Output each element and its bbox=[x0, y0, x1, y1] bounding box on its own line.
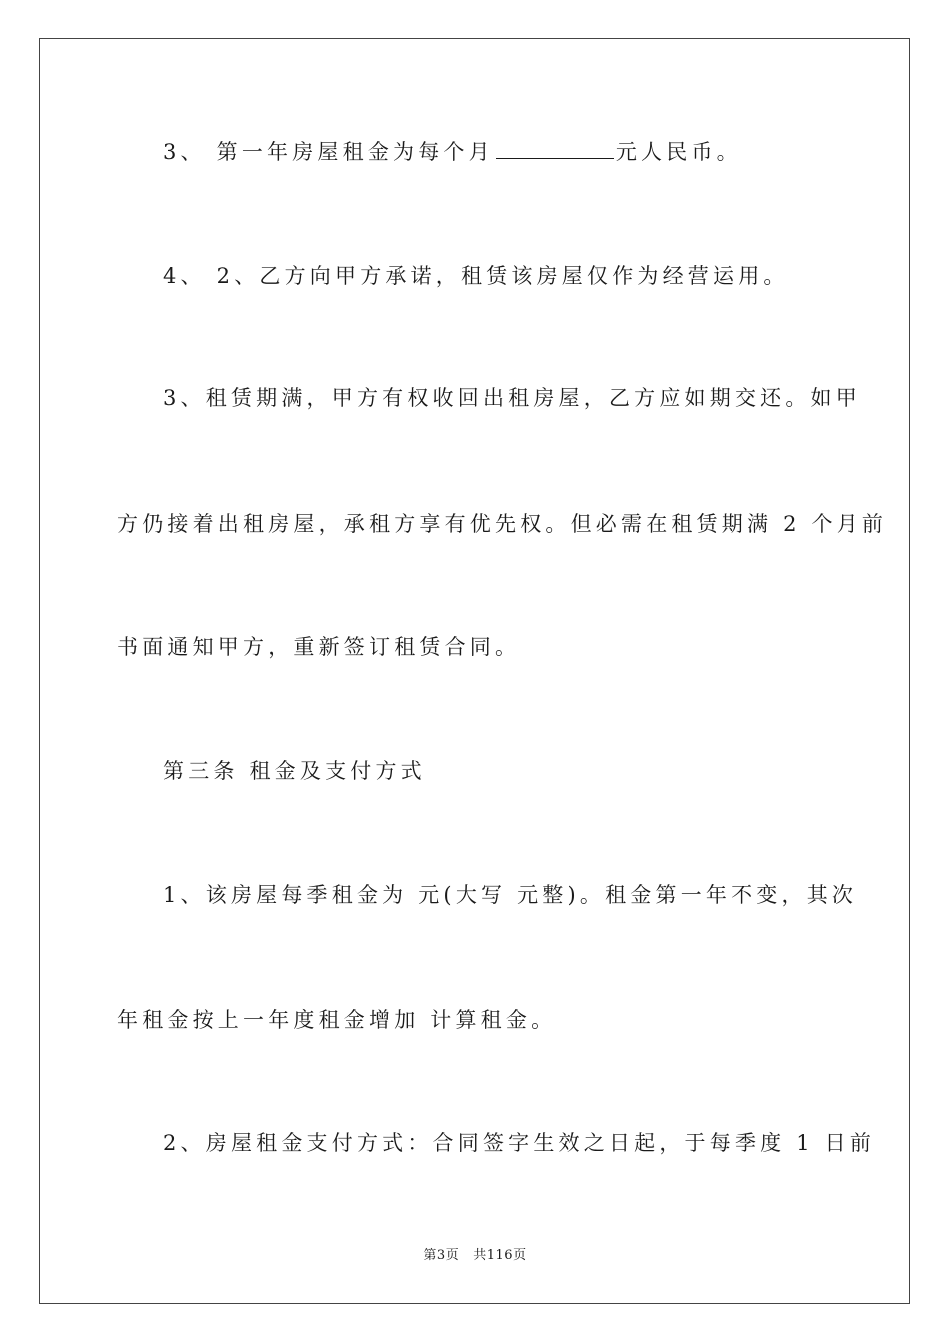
paragraph-line-7: 1、该房屋每季租金为 元(大写 元整)。租金第一年不变，其次 bbox=[163, 883, 858, 907]
footer-total-suffix: 页 bbox=[513, 1248, 527, 1263]
line-1-text-after: 元人民币。 bbox=[615, 140, 742, 164]
footer-page-prefix: 第 bbox=[423, 1248, 437, 1263]
footer-total-pages: 116 bbox=[486, 1248, 514, 1263]
paragraph-line-4: 方仍接着出租房屋，承租方享有优先权。但必需在租赁期满 2 个月前 bbox=[117, 512, 888, 536]
paragraph-line-5: 书面通知甲方，重新签订租赁合同。 bbox=[117, 635, 521, 659]
line-1-text-before: 3、 第一年房屋租金为每个月 bbox=[163, 140, 494, 164]
paragraph-line-2: 4、 2、乙方向甲方承诺，租赁该房屋仅作为经营运用。 bbox=[163, 264, 789, 288]
page-frame bbox=[39, 38, 910, 1304]
paragraph-line-9: 2、房屋租金支付方式：合同签字生效之日起，于每季度 1 日前 bbox=[163, 1131, 876, 1155]
blank-fill-line bbox=[496, 140, 614, 159]
page-footer bbox=[0, 1246, 950, 1266]
section-heading: 第三条 租金及支付方式 bbox=[163, 759, 426, 783]
paragraph-line-8: 年租金按上一年度租金增加 计算租金。 bbox=[117, 1008, 557, 1032]
paragraph-line-3: 3、租赁期满，甲方有权收回出租房屋，乙方应如期交还。如甲 bbox=[163, 386, 861, 410]
paragraph-line-1 bbox=[163, 137, 742, 167]
footer-page-suffix: 页 bbox=[445, 1248, 460, 1263]
footer-total-prefix: 共 bbox=[473, 1248, 487, 1263]
footer-page-number: 3 bbox=[436, 1248, 446, 1263]
